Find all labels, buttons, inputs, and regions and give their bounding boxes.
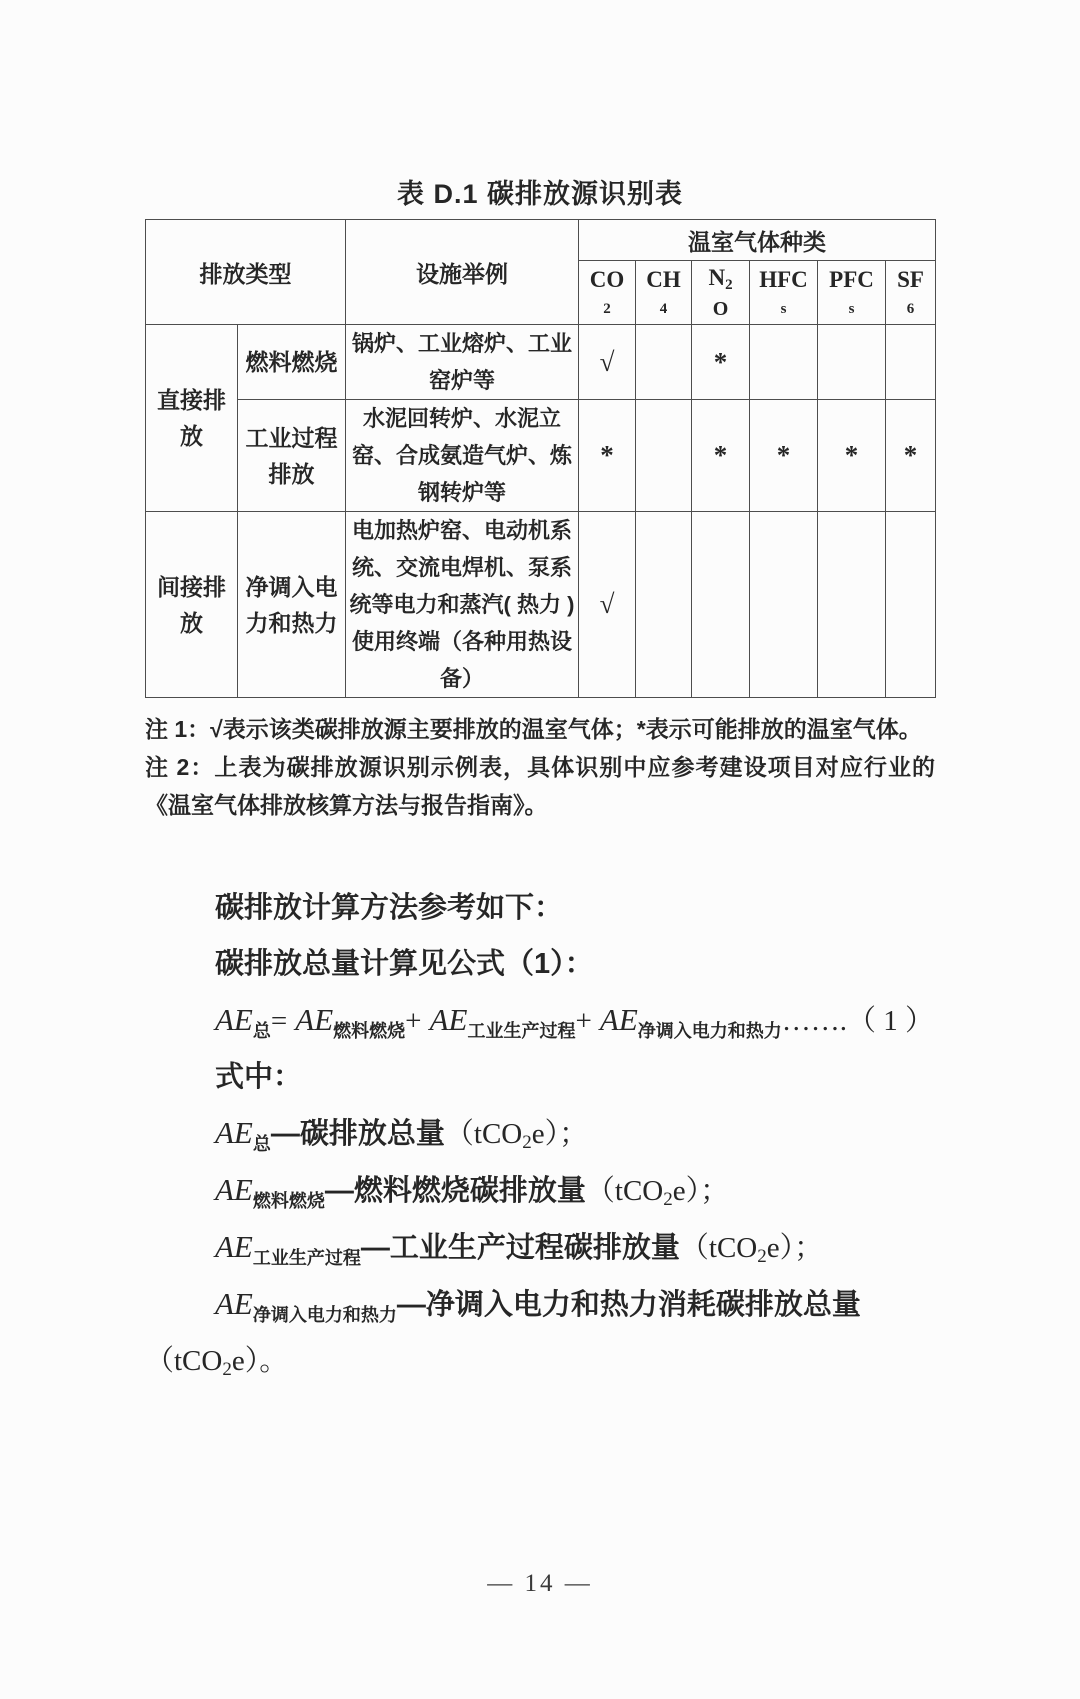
note-1: 注 1：√表示该类碳排放源主要排放的温室气体；*表示可能排放的温室气体。	[145, 716, 922, 742]
gas-header-ch4: CH 4	[636, 261, 692, 325]
calc-method-intro: 碳排放计算方法参考如下：	[215, 892, 564, 924]
mark-cell: *	[886, 400, 936, 512]
mark-cell	[636, 400, 692, 512]
header-facility-example: 设施举例	[346, 220, 579, 325]
mark-cell	[886, 512, 936, 698]
group-direct-emission: 直接排放	[146, 325, 238, 512]
subtype-industrial-process: 工业过程排放	[238, 400, 346, 512]
definition-ae-total: $AE_总—$碳排放总量（tCO$_2$e）；	[215, 1115, 589, 1154]
mark-cell	[818, 512, 886, 698]
gas-header-hfcs: HFC s	[750, 261, 818, 325]
where-label: 式中：	[215, 1061, 303, 1093]
mark-cell: *	[692, 400, 750, 512]
mark-cell	[886, 325, 936, 400]
mark-cell: *	[692, 325, 750, 400]
mark-cell: *	[818, 400, 886, 512]
mark-cell	[636, 512, 692, 698]
facility-fuel-combustion: 锅炉、工业熔炉、工业窑炉等	[346, 325, 579, 400]
table-row-indirect-emission	[146, 512, 936, 698]
emission-source-table	[145, 219, 936, 698]
table-notes	[145, 710, 935, 824]
document-page	[0, 172, 1080, 1389]
mark-cell: √	[579, 512, 636, 698]
note-2: 注 2：上表为碳排放源识别示例表，具体识别中应参考建设项目对应行业的《温室气体排放核算方法与报告指南》。	[145, 754, 935, 818]
calculation-section	[145, 880, 935, 1389]
facility-industrial-process: 水泥回转炉、水泥立窑、合成氨造气炉、炼钢转炉等	[346, 400, 579, 512]
table-row-fuel-combustion	[146, 325, 936, 400]
gas-header-n2o: $N_2$ O	[692, 261, 750, 325]
header-row-1	[146, 220, 936, 261]
mark-cell	[750, 325, 818, 400]
formula-var: AE	[295, 1002, 334, 1037]
subtype-fuel-combustion: 燃料燃烧	[238, 325, 346, 400]
page-number: — 14 —	[487, 1570, 593, 1597]
table-row-industrial-process	[146, 400, 936, 512]
mark-cell	[750, 512, 818, 698]
mark-cell	[636, 325, 692, 400]
definition-ae-net-power-heat: $AE_{净调入电力和热力}—$净调入电力和热力消耗碳排放总量 （tCO$_2$e）。	[145, 1286, 861, 1380]
header-ghg-group: 温室气体种类	[579, 220, 936, 261]
header-emission-type: 排放类型	[146, 220, 346, 325]
table-title: 表 D.1 碳排放源识别表	[396, 179, 684, 209]
mark-cell: √	[579, 325, 636, 400]
formula-var: AE	[215, 1002, 253, 1037]
formula-var: AE	[429, 1002, 468, 1037]
gas-header-pfcs: PFC s	[818, 261, 886, 325]
mark-cell	[692, 512, 750, 698]
formula-1: $AE_总= AE_{燃料燃烧}+ AE_{工业生产过程}+$ $AE_{净调入电力和热力}\dots\dots$.（ 1 ）	[215, 1002, 935, 1041]
gas-header-co2: CO 2	[579, 261, 636, 325]
subtype-net-purchased-power-heat: 净调入电力和热力	[238, 512, 346, 698]
group-indirect-emission: 间接排放	[146, 512, 238, 698]
mark-cell: *	[750, 400, 818, 512]
facility-indirect-emission: 电加热炉窑、电动机系统、交流电焊机、泵系统等电力和蒸汽( 热力 ) 使用终端（各种用热设备）	[346, 512, 579, 698]
definition-ae-fuel: $AE_{燃料燃烧}—$燃料燃烧碳排放量（tCO$_2$e）；	[215, 1172, 730, 1211]
definition-ae-industrial: $AE_{工业生产过程}—$工业生产过程碳排放量（tCO$_2$e）；	[215, 1229, 824, 1268]
formula-var: AE	[599, 1002, 638, 1037]
formula-intro: 碳排放总量计算见公式（1）：	[215, 948, 594, 980]
mark-cell	[818, 325, 886, 400]
mark-cell: *	[579, 400, 636, 512]
gas-header-sf6: SF 6	[886, 261, 936, 325]
